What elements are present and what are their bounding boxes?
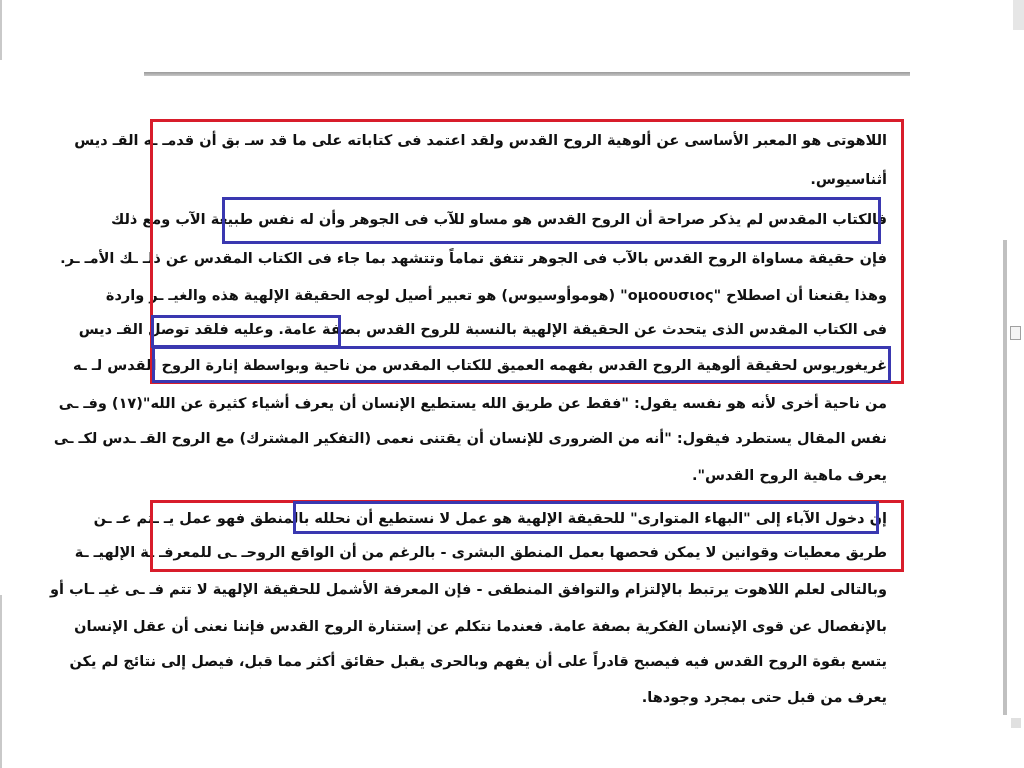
- highlight-box-blue: [222, 197, 881, 244]
- text-line: طريق معطيات وقوانين لا يمكن فحصها بعمل المنطق البشرى - بالرغم من أن الواقع الروحـ ـى للمعرفـ ـة الإلهيـ ـة: [74, 545, 887, 561]
- text-line: فى الكتاب المقدس الذى يتحدث عن الحقيقة الإلهية بالنسبة للروح القدس بصفة عامة. وعليه فلقد توصل القـ ديس: [78, 322, 887, 338]
- vertical-scrollbar[interactable]: [1003, 240, 1007, 715]
- highlight-box-blue: [293, 501, 879, 534]
- text-line: وهذا يقنعنا أن اصطلاح "ομοουσιος" (هوموأوسيوس) هو تعبير أصيل لوجه الحقيقة الإلهية هذه والغيـ ـر واردة: [105, 288, 887, 304]
- text-line: فإن حقيقة مساواة الروح القدس بالآب فى الجوهر تتفق تماماً وتتشهد بما جاء فى الكتاب المقدس عن ذلـ ـك الأمـ ـر.: [60, 251, 887, 267]
- text-line: إن دخول الآباء إلى "البهاء المتوارى" للحقيقة الإلهية هو عمل لا نستطيع أن نحلله بالمنطق فهو عمل يـ ـتم عـ ـن: [93, 511, 887, 527]
- window-edge-left-lower: [0, 595, 2, 768]
- page-top-rule: [144, 72, 910, 76]
- text-line: أثناسيوس.: [810, 172, 887, 188]
- text-line: يتسع بقوة الروح القدس فيه فيصبح قادراً على أن يفهم وبالحرى يقبل حقائق أكثر مما قبل، فيصل إلى نتائج لم يكن: [69, 654, 887, 670]
- text-line: بالإنفصال عن قوى الإنسان الفكرية بصفة عامة. فعندما نتكلم عن إستنارة الروح القدس فإننا نعنى أن عقل الإنسان: [74, 619, 887, 635]
- highlight-box-blue: [73, 346, 891, 383]
- window-edge-left: [0, 0, 2, 60]
- scrollbar-down-button[interactable]: [1011, 718, 1021, 728]
- scrollbar-thumb[interactable]: [1010, 326, 1021, 340]
- text-line: يعرف ماهية الروح القدس".: [691, 468, 887, 484]
- window-corner: [1013, 0, 1024, 30]
- highlight-box-blue: [151, 315, 341, 348]
- text-line: من ناحية أخرى لأنه هو نفسه يقول: "فقط عن طريق الله يستطيع الإنسان أن يعرف أشياء كثيرة عن الله"(١٧) وفـ ـى: [58, 396, 887, 412]
- text-line: فالكتاب المقدس لم يذكر صراحة أن الروح القدس هو مساو للآب فى الجوهر وأن له نفس طبيعة الآب ومع ذلك: [110, 212, 887, 228]
- text-line: وبالتالى لعلم اللاهوت يرتبط بالإلتزام والتوافق المنطقى - فإن المعرفة الأشمل للحقيقة الإلهية لا تتم فـ ـى غيـ ـاب أو: [50, 582, 887, 598]
- text-line: اللاهوتى هو المعبر الأساسى عن ألوهية الروح القدس ولقد اعتمد فى كتاباته على ما قد سـ بق أن قدمـ ـه القـ ديس: [74, 133, 887, 149]
- text-line: غريغوريوس لحقيقة ألوهية الروح القدس بفهمه العميق للكتاب المقدس من ناحية وبواسطة إنارة الروح القدس لـ ـه: [73, 358, 887, 374]
- text-line: يعرف من قبل حتى بمجرد وجودها.: [641, 690, 887, 706]
- text-line: نفس المقال يستطرد فيقول: "أنه من الضرورى للإنسان أن يقتنى نعمى (التفكير المشترك) مع الروح القـ ـدس لكـ ـى: [53, 431, 887, 447]
